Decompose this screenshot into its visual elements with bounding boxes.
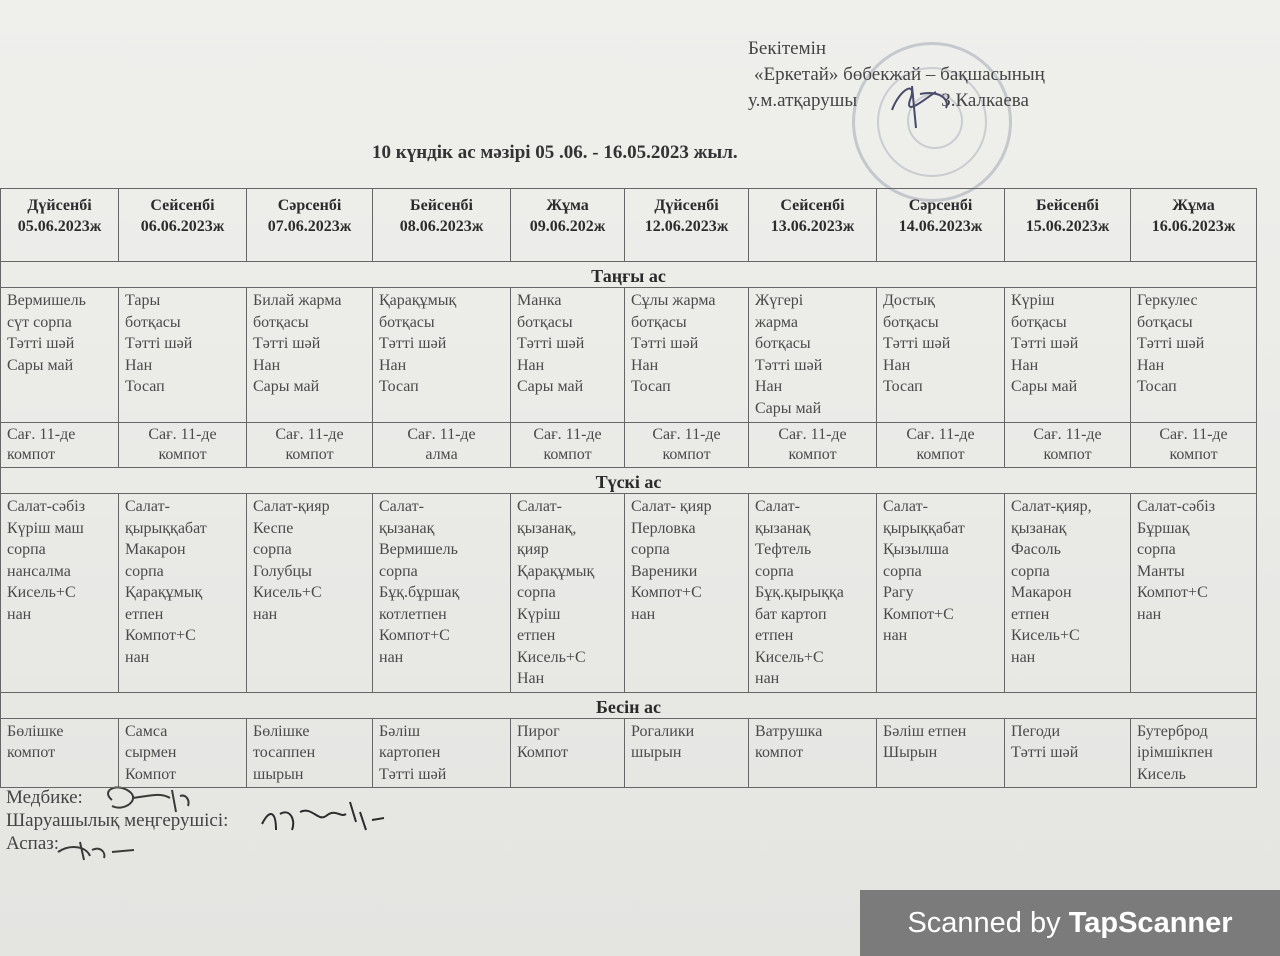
lunch-cell-text: Салат- қызанақ Тефтель сорпа Бұқ.қырыққа бат картоп етпен Кисель+С нан xyxy=(755,498,844,687)
lunch-cell xyxy=(1131,494,1257,693)
evening-cell-text: Самса сырмен Компот xyxy=(125,722,177,783)
breakfast-cell xyxy=(1,288,119,423)
manager-signature xyxy=(262,802,384,830)
header-row xyxy=(1,189,1257,262)
day-name: Дүйсенбі xyxy=(27,197,92,214)
lunch-cell-text: Салат- қырыққабат Макарон сорпа Қарақұмық етпен Компот+С нан xyxy=(125,498,207,666)
evening-cell xyxy=(1131,718,1257,788)
evening-cell xyxy=(749,718,877,788)
lunch-cell-text: Салат- қызанақ, қияр Қарақұмық сорпа Күріш етпен Кисель+С Нан xyxy=(517,498,595,687)
section-evening-label: Бесін ас xyxy=(1,692,1257,718)
day-name: Жұма xyxy=(1172,197,1215,214)
snack-cell-text: Сағ. 11-де компот xyxy=(652,426,721,463)
breakfast-cell xyxy=(877,288,1005,423)
section-row-breakfast xyxy=(1,262,1257,288)
breakfast-cell-text: Сұлы жарма ботқасы Тәтті шәй Нан Тосап xyxy=(631,292,716,395)
evening-cell xyxy=(625,718,749,788)
day-date: 15.06.2023ж xyxy=(1025,218,1110,235)
breakfast-cell-text: Манка ботқасы Тәтті шәй Нан Сары май xyxy=(517,292,585,395)
breakfast-cell-text: Вермишель сүт сорпа Тәтті шәй Сары май xyxy=(7,292,86,374)
snack-cell-text: Сағ. 11-де компот xyxy=(275,426,344,463)
day-name: Сейсенбі xyxy=(780,197,845,214)
evening-cell-text: Бутерброд ірімшікпен Кисель xyxy=(1137,722,1213,783)
evening-cell xyxy=(1,718,119,788)
breakfast-cell xyxy=(749,288,877,423)
signature-block xyxy=(6,786,228,855)
evening-cell-text: Бөлішке компот xyxy=(7,722,64,761)
breakfast-cell xyxy=(511,288,625,423)
evening-cell-text: Пирог Компот xyxy=(517,722,569,761)
snack-cell-text: Сағ. 11-де компот xyxy=(1159,426,1228,463)
day-header xyxy=(1005,189,1131,262)
cook-label: Аспаз: xyxy=(6,833,60,854)
watermark-prefix: Scanned by xyxy=(907,907,1069,939)
evening-cell-text: Пегоди Тәтті шәй xyxy=(1011,722,1079,761)
snack-cell xyxy=(119,423,247,468)
evening-cell xyxy=(373,718,511,788)
day-header xyxy=(119,189,247,262)
snack-cell xyxy=(1005,423,1131,468)
day-date: 16.06.2023ж xyxy=(1151,218,1236,235)
snack-cell xyxy=(511,423,625,468)
breakfast-cell-text: Тары ботқасы Тәтті шәй Нан Тосап xyxy=(125,292,193,395)
lunch-cell-text: Салат-сәбіз Бұршақ сорпа Манты Компот+С нан xyxy=(1137,498,1216,623)
day-header xyxy=(877,189,1005,262)
evening-cell-text: Бәліш етпен Шырын xyxy=(883,722,967,761)
breakfast-cell-text: Күріш ботқасы Тәтті шәй Нан Сары май xyxy=(1011,292,1079,395)
evening-cell xyxy=(1005,718,1131,788)
breakfast-cell xyxy=(247,288,373,423)
menu-table xyxy=(0,188,1257,788)
snack-cell-text: Сағ. 11-де компот xyxy=(778,426,847,463)
lunch-cell-text: Салат-сәбіз Күріш маш сорпа нансалма Кисель+С нан xyxy=(7,498,86,623)
approval-heading: Бекітемін xyxy=(748,38,827,59)
evening-cell-text: Бәліш картопен Тәтті шәй xyxy=(379,722,447,783)
breakfast-cell xyxy=(1131,288,1257,423)
breakfast-row xyxy=(1,288,1257,423)
day-header xyxy=(1,189,119,262)
director-signature xyxy=(892,86,947,128)
snack-cell xyxy=(625,423,749,468)
breakfast-cell xyxy=(373,288,511,423)
snack-cell-text: Сағ. 11-де компот xyxy=(148,426,217,463)
snack-cell xyxy=(373,423,511,468)
nurse-label: Медбике: xyxy=(6,787,83,808)
snack-cell-text: Сағ. 11-де компот xyxy=(1033,426,1102,463)
day-date: 14.06.2023ж xyxy=(898,218,983,235)
section-row-lunch xyxy=(1,468,1257,494)
watermark-brand: TapScanner xyxy=(1068,907,1233,939)
snack-cell xyxy=(1,423,119,468)
day-date: 07.06.2023ж xyxy=(267,218,352,235)
lunch-cell-text: Салат- қызанақ Вермишель сорпа Бұқ.бұршақ котлетпен Компот+С нан xyxy=(379,498,460,666)
day-date: 12.06.2023ж xyxy=(644,218,729,235)
day-name: Дүйсенбі xyxy=(654,197,719,214)
day-header xyxy=(247,189,373,262)
approval-role: у.м.атқарушы xyxy=(748,90,858,111)
snack-row xyxy=(1,423,1257,468)
day-name: Бейсенбі xyxy=(410,197,473,214)
snack-cell-text: Сағ. 11-де компот xyxy=(906,426,975,463)
snack-cell-text: Сағ. 11-де компот xyxy=(7,426,76,463)
day-name: Сейсенбі xyxy=(150,197,215,214)
snack-cell-text: Сағ. 11-де алма xyxy=(407,426,476,463)
lunch-cell xyxy=(511,494,625,693)
lunch-cell xyxy=(373,494,511,693)
breakfast-cell xyxy=(1005,288,1131,423)
lunch-cell xyxy=(625,494,749,693)
scanner-watermark xyxy=(860,890,1280,956)
lunch-row xyxy=(1,494,1257,693)
day-date: 13.06.2023ж xyxy=(770,218,855,235)
breakfast-cell-text: Қарақұмық ботқасы Тәтті шәй Нан Тосап xyxy=(379,292,457,395)
day-header xyxy=(749,189,877,262)
day-name: Сәрсенбі xyxy=(908,197,973,214)
section-lunch-label: Түскі ас xyxy=(1,468,1257,494)
evening-cell-text: Ватрушка компот xyxy=(755,722,823,761)
evening-cell-text: Бөлішке тосаппен шырын xyxy=(253,722,316,783)
breakfast-cell-text: Достық ботқасы Тәтті шәй Нан Тосап xyxy=(883,292,951,395)
lunch-cell-text: Салат- қияр Перловка сорпа Вареники Компот+С нан xyxy=(631,498,712,623)
section-breakfast-label: Таңғы ас xyxy=(1,262,1257,288)
evening-cell-text: Рогалики шырын xyxy=(631,722,695,761)
snack-cell-text: Сағ. 11-де компот xyxy=(533,426,602,463)
lunch-cell xyxy=(749,494,877,693)
day-header xyxy=(1131,189,1257,262)
day-header xyxy=(625,189,749,262)
snack-cell xyxy=(1131,423,1257,468)
evening-cell xyxy=(119,718,247,788)
lunch-cell xyxy=(119,494,247,693)
evening-cell xyxy=(511,718,625,788)
day-name: Жұма xyxy=(546,197,589,214)
day-date: 08.06.2023ж xyxy=(399,218,484,235)
lunch-cell-text: Салат-қияр, қызанақ Фасоль сорпа Макарон етпен Кисель+С нан xyxy=(1011,498,1092,666)
lunch-cell xyxy=(877,494,1005,693)
manager-label: Шаруашылық меңгерушісі: xyxy=(6,810,229,831)
day-header xyxy=(511,189,625,262)
day-date: 09.06.202ж xyxy=(529,218,606,235)
evening-row xyxy=(1,718,1257,788)
snack-cell xyxy=(749,423,877,468)
breakfast-cell-text: Геркулес ботқасы Тәтті шәй Нан Тосап xyxy=(1137,292,1205,395)
section-row-evening xyxy=(1,692,1257,718)
lunch-cell xyxy=(1005,494,1131,693)
breakfast-cell-text: Билай жарма ботқасы Тәтті шәй Нан Сары май xyxy=(253,292,342,395)
snack-cell xyxy=(877,423,1005,468)
lunch-cell-text: Салат- қырыққабат Қызылша сорпа Рагу Компот+С нан xyxy=(883,498,965,644)
day-name: Бейсенбі xyxy=(1036,197,1099,214)
day-date: 06.06.2023ж xyxy=(140,218,225,235)
breakfast-cell xyxy=(119,288,247,423)
breakfast-cell xyxy=(625,288,749,423)
lunch-cell xyxy=(247,494,373,693)
lunch-cell xyxy=(1,494,119,693)
evening-cell xyxy=(877,718,1005,788)
approval-institution: «Еркетай» бөбекжай – бақшасының xyxy=(754,64,1045,85)
evening-cell xyxy=(247,718,373,788)
approval-name: З.Калкаева xyxy=(941,90,1029,111)
day-name: Сәрсенбі xyxy=(277,197,342,214)
lunch-cell-text: Салат-қияр Кеспе сорпа Голубцы Кисель+С нан xyxy=(253,498,330,623)
day-date: 05.06.2023ж xyxy=(17,218,102,235)
breakfast-cell-text: Жүгері жарма ботқасы Тәтті шәй Нан Сары май xyxy=(755,292,823,417)
day-header xyxy=(373,189,511,262)
menu-title: 10 күндік ас мәзірі 05 .06. - 16.05.2023 жыл. xyxy=(372,142,738,163)
snack-cell xyxy=(247,423,373,468)
